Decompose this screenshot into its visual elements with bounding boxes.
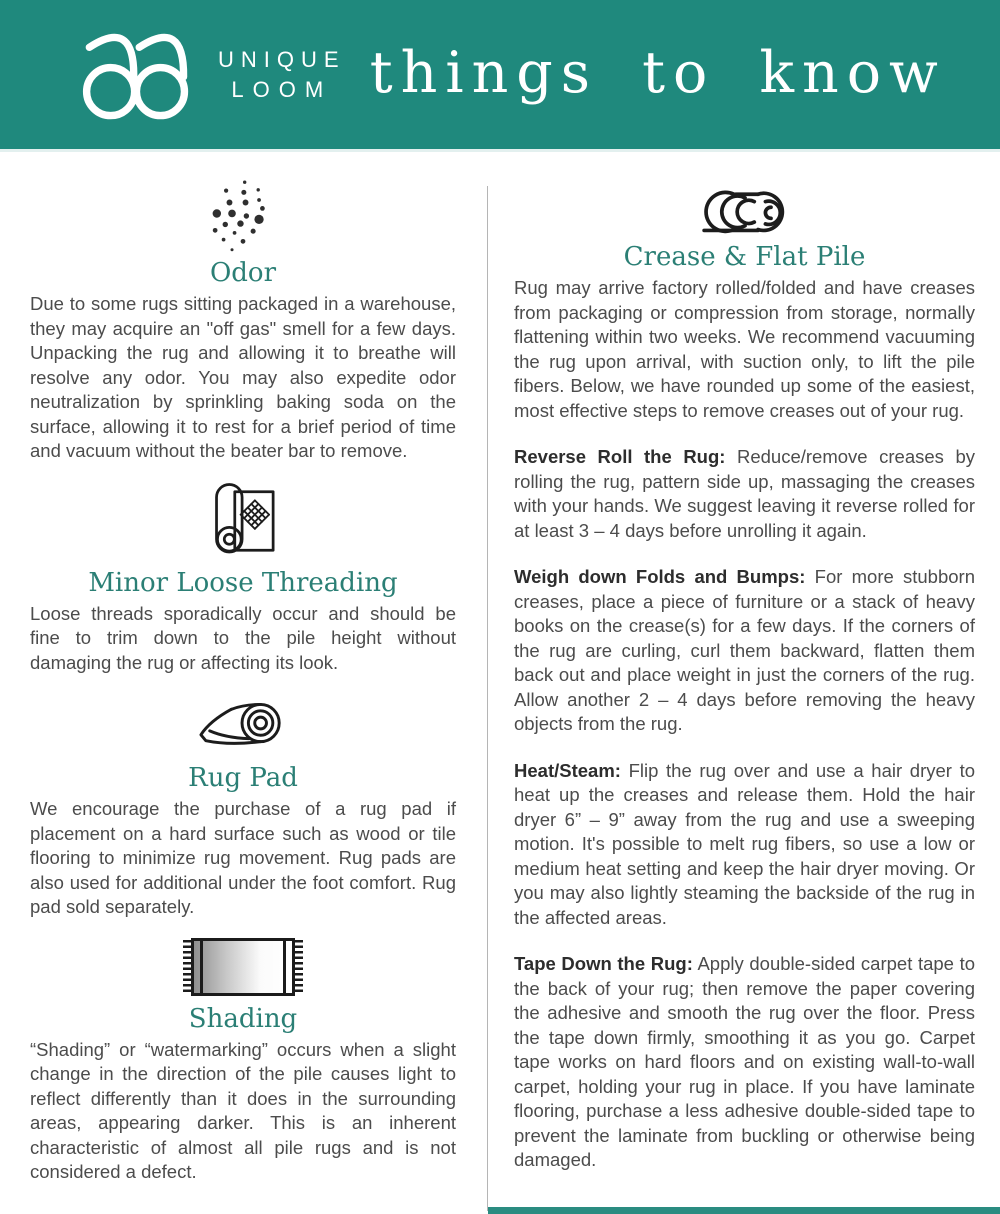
tip-text-reverse-roll: Reduce/remove creases by rolling the rug, pattern side up, massaging the creases with your hands. We suggest leaving it reverse rolled for at least 3 – 4 days before unrolling it again. (514, 446, 975, 541)
section-heading-odor: Odor (209, 258, 277, 288)
section-crease-flat-pile (514, 182, 975, 1173)
header-banner (0, 0, 1000, 152)
tip-text-tape-down: Apply double-sided carpet tape to the back of your rug; then remove the paper covering the adhesive and smooth the rug over the floor. Press the tape down firmly, smoothing it as you go. Carpet tape works on hard floors and on existing wall-to-wall carpet, holding your rug in place. If you have laminate flooring, purchase a less adhesive double-sided tape to prevent the laminate from buckling or otherwise being damaged. (514, 953, 975, 1170)
tip-text-heat-steam: Flip the rug over and use a hair dryer to heat up the creases and release them. Hold the hair dryer 6” – 9” away from the rug and use a sweeping motion. It's possible to melt rug fibers, so use a low or medium heat setting and keep the hair dryer moving. Or you may also lightly steaming the backside of the rug in the affected areas. (514, 759, 975, 928)
fringed-rug-icon (30, 934, 456, 1000)
section-text-rug-pad: We encourage the purchase of a rug pad if placement on a hard surface such as wood or tile flooring to minimize rug movement. Rug pads are also used for additional under the foot comfort. Rug pad sold separately. (30, 798, 456, 917)
tip-lead-reverse-roll: Reverse Roll the Rug: (514, 446, 726, 467)
section-shading (30, 934, 456, 1185)
tip-lead-heat-steam: Heat/Steam: (514, 759, 621, 781)
tip-text-weigh-down: For more stubborn creases, place a piece of furniture or a stack of heavy books on the crease(s) for a few days. If the corners of the rug are curling, curl them backward, flatten them back out and place weight in just the corners of the rug. Allow another 2 – 4 days before removing the heavy objects from the rug. (514, 566, 975, 734)
section-rug-pad (30, 689, 456, 920)
rug-fringe-left (183, 940, 191, 994)
tip-lead-tape-down: Tape Down the Rug: (514, 953, 693, 974)
odor-dots-icon (30, 178, 456, 254)
section-intro-crease: Rug may arrive factory rolled/folded and have creases from packaging or compression from storage, normally flattening within two weeks. We recommend vacuuming the rug upon arrival, with suction only, to lift the pile fibers. Below, we have rounded up some of the easiest, most effective steps to remove creases out of your rug. (514, 277, 975, 421)
rug-border-line-right (283, 941, 286, 993)
content-area (0, 152, 1000, 1211)
section-text-threading: Loose threads sporadically occur and should be fine to trim down to the pile height without damaging the rug or affecting its look. (30, 602, 456, 673)
brand-logo (82, 27, 346, 123)
rug-fringe-right (295, 940, 303, 994)
unique-loom-loops-icon (82, 27, 202, 123)
brand-line-loom: LOOM (231, 76, 333, 102)
right-column (487, 152, 1000, 1211)
section-text-odor: Due to some rugs sitting packaged in a warehouse, they may acquire an "off gas" smell for a few days. Unpacking the rug and allowing it to breathe will resolve any odor. You may also expedite odor neutralization by sprinkling baking soda on the surface, allowing it to rest for a brief period of time and vacuum without the beater bar to remove. (30, 293, 456, 461)
brand-wordmark (218, 45, 346, 104)
section-heading-crease: Crease & Flat Pile (623, 242, 866, 272)
tip-reverse-roll (514, 445, 975, 543)
rolled-rug-spiral-icon (514, 182, 975, 238)
section-odor (30, 178, 456, 464)
next-section-edge (488, 1207, 1000, 1214)
tip-lead-weigh-down: Weigh down Folds and Bumps: (514, 566, 806, 587)
column-divider (487, 186, 488, 1211)
section-heading-rug-pad: Rug Pad (188, 763, 298, 793)
left-column (0, 152, 487, 1211)
tip-tape-down (514, 952, 975, 1173)
section-text-shading: “Shading” or “watermarking” occurs when a slight change in the direction of the pile causes light to reflect differently than it does in the surrounding areas, appearing darker. This is an inherent characteristic of almost all pile rugs and is not considered a defect. (30, 1038, 456, 1182)
tip-weigh-down (514, 565, 975, 737)
tip-heat-steam (514, 759, 975, 931)
section-heading-threading: Minor Loose Threading (88, 567, 398, 598)
section-loose-threading (30, 478, 456, 676)
rug-border-line-left (200, 941, 203, 993)
page-title: things to know (369, 39, 946, 106)
brand-line-unique: UNIQUE (218, 46, 346, 72)
unrolling-rug-icon (30, 478, 456, 564)
rolled-pad-icon (30, 689, 456, 759)
section-heading-shading: Shading (188, 1003, 298, 1034)
